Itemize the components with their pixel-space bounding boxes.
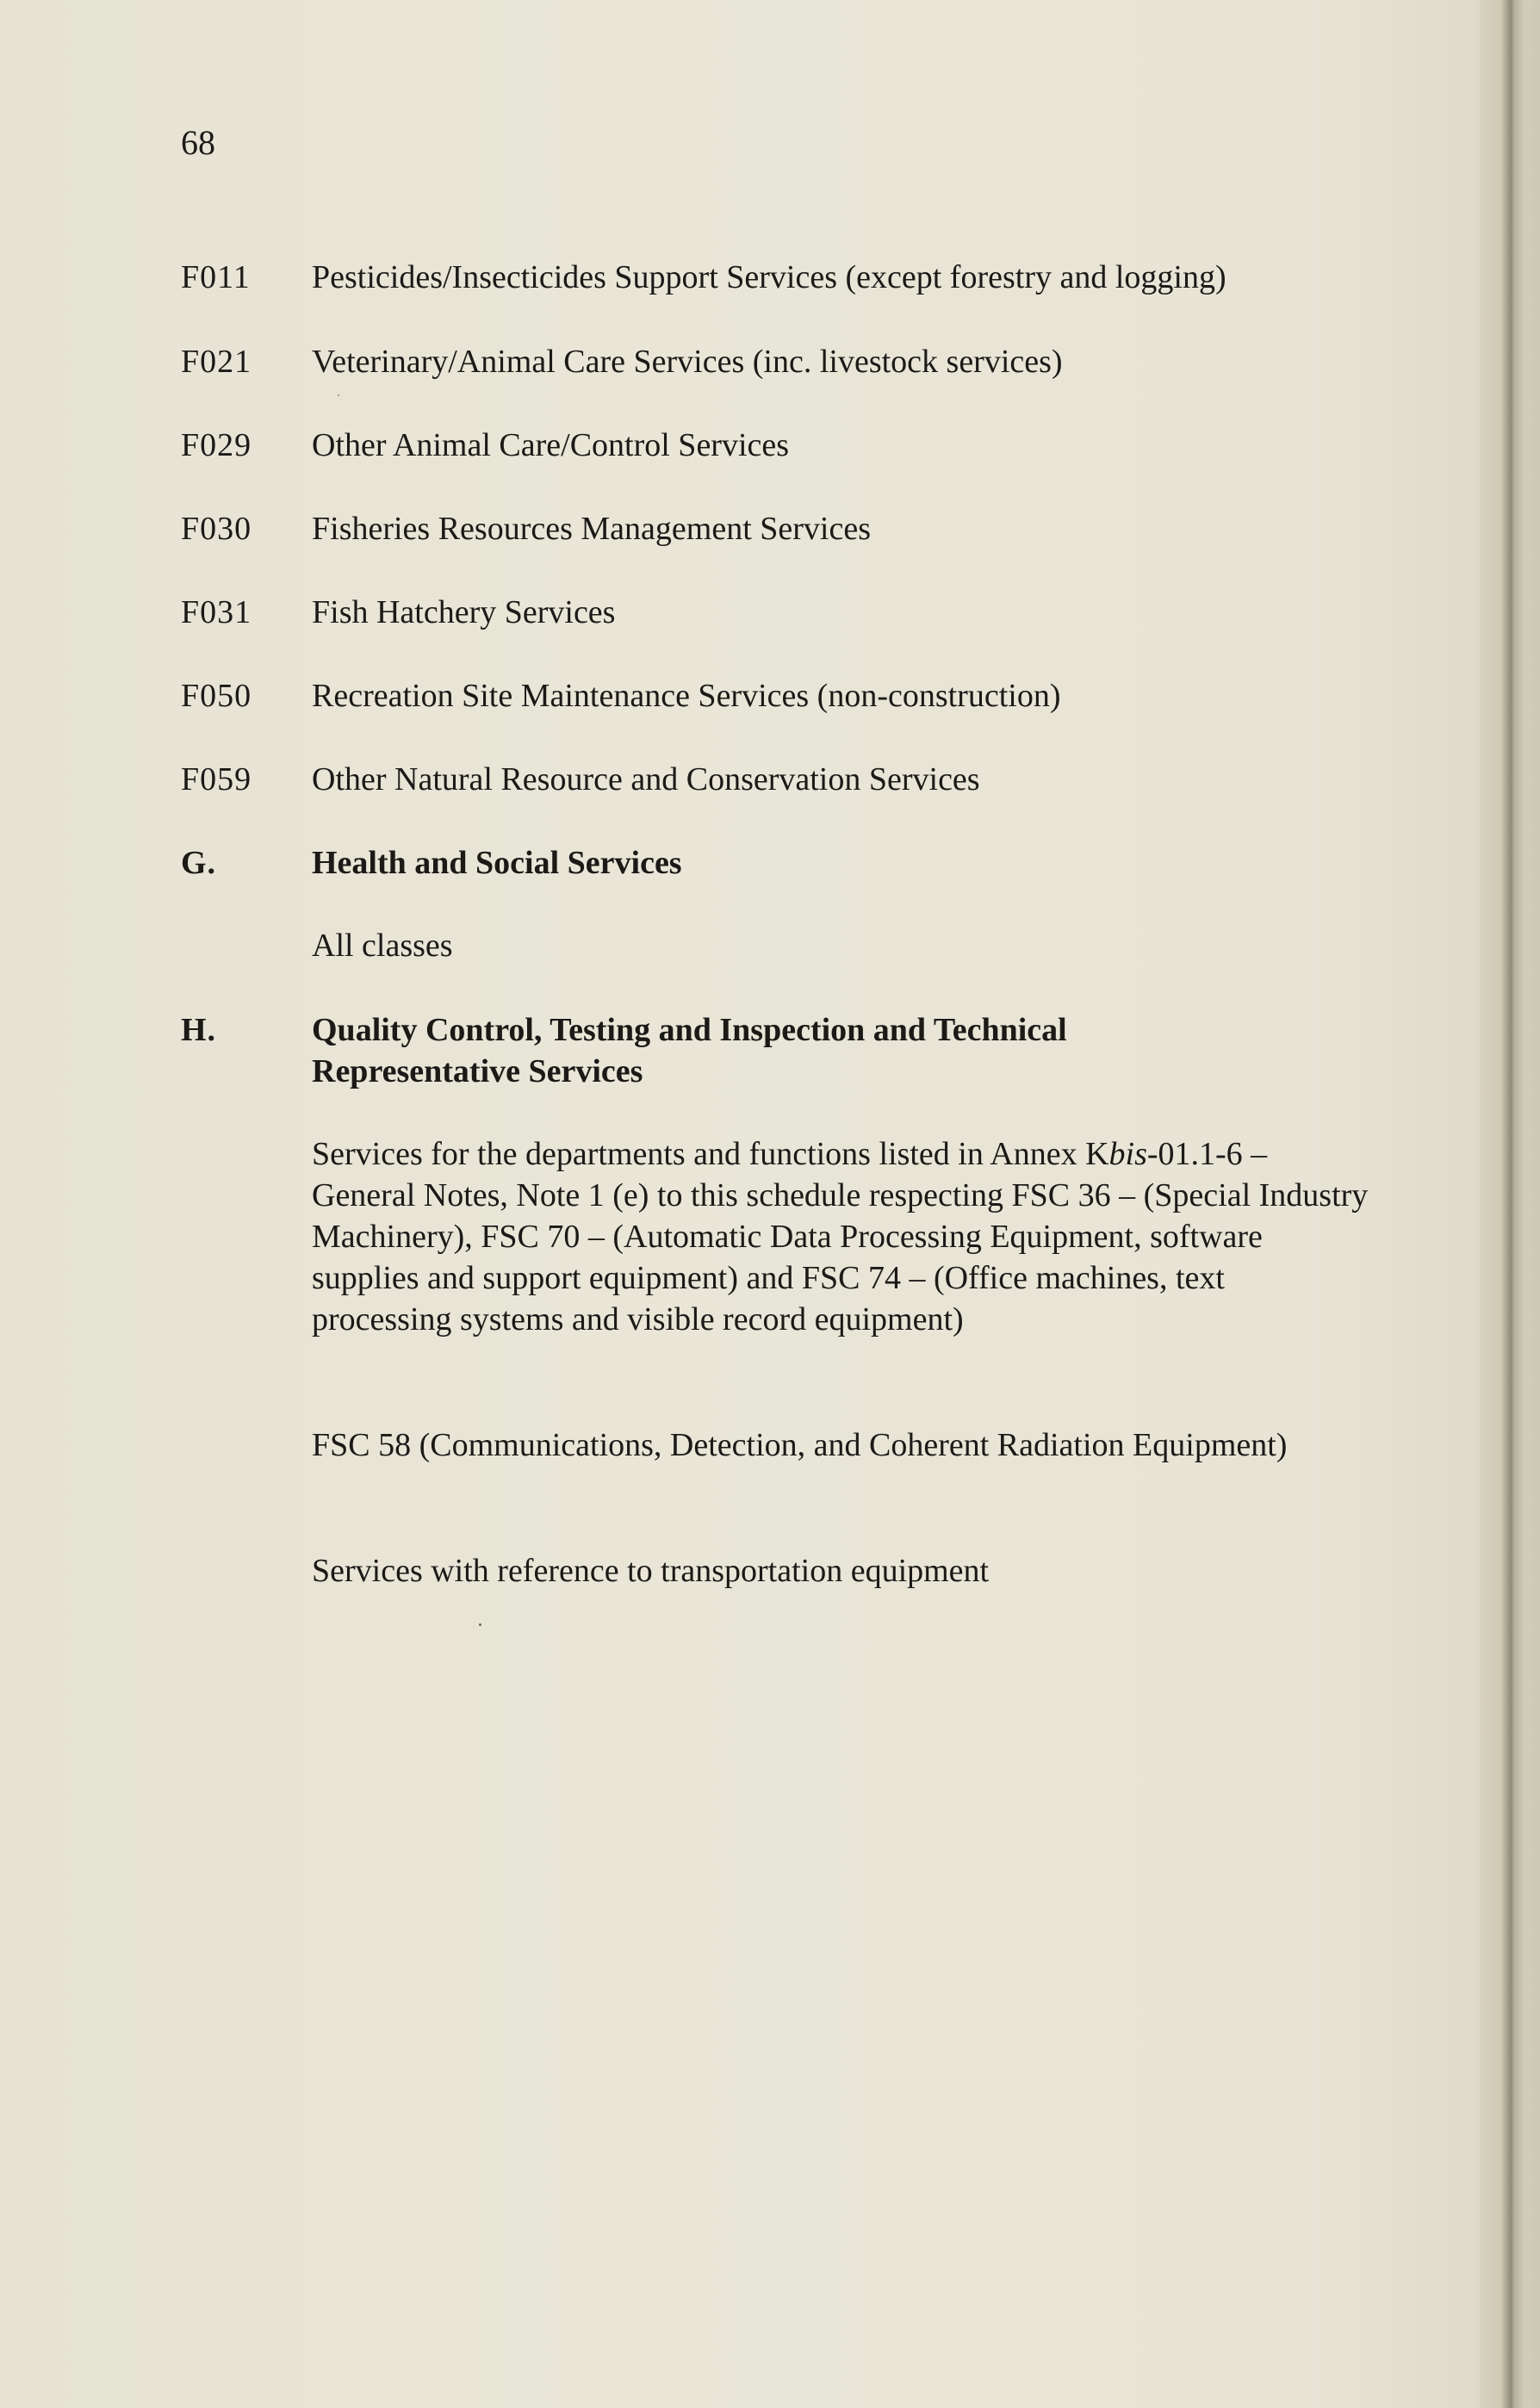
entry-code: F030 [181,511,252,547]
section-title-line: Quality Control, Testing and Inspection and Technical [312,1012,1067,1048]
section-h-paragraph: FSC 58 (Communications, Detection, and Coherent Radiation Equipment) [312,1427,1288,1463]
entry-description: Fisheries Resources Management Services [312,511,871,547]
page-spine-edge [1480,0,1540,2408]
page-number: 68 [181,123,215,162]
section-letter: G. [181,845,217,881]
ink-speck [479,1623,481,1626]
paragraph-italic: bis [1108,1136,1147,1172]
entry-code: F031 [181,594,252,630]
section-title-line: Representative Services [312,1053,643,1089]
entry-description: Pesticides/Insecticides Support Services (except forestry and logging) [312,259,1226,295]
entry-description: Recreation Site Maintenance Services (non-construction) [312,678,1061,714]
entry-description: Veterinary/Animal Care Services (inc. livestock services) [312,344,1063,380]
ink-speck [338,394,339,396]
section-g-body: All classes [312,928,453,964]
paragraph-text: Services for the departments and functions listed in Annex K [312,1136,1109,1172]
entry-code: F059 [181,761,252,797]
section-letter: H. [181,1012,217,1048]
section-title [312,1009,1371,1092]
paragraph-text: -01.1-6 – General Notes, Note 1 (e) to this schedule respecting FSC 36 – (Special Industry Machinery), FSC 70 – (Automatic Data Processing Equipment, software supplies and support equipment) and FSC 74 – (Office machines, text processing systems and visible record equipment) [312,1136,1369,1337]
section-h-paragraph: Services with reference to transportation equipment [312,1553,990,1589]
entry-code: F050 [181,678,252,714]
entry-description: Other Animal Care/Control Services [312,427,790,463]
entry-code: F011 [181,259,251,295]
section-title: Health and Social Services [312,845,682,881]
entry-description: Fish Hatchery Services [312,594,616,630]
entry-description: Other Natural Resource and Conservation Services [312,761,980,797]
entry-code: F029 [181,427,252,463]
section-h-paragraph [312,1133,1371,1340]
entry-code: F021 [181,344,252,380]
